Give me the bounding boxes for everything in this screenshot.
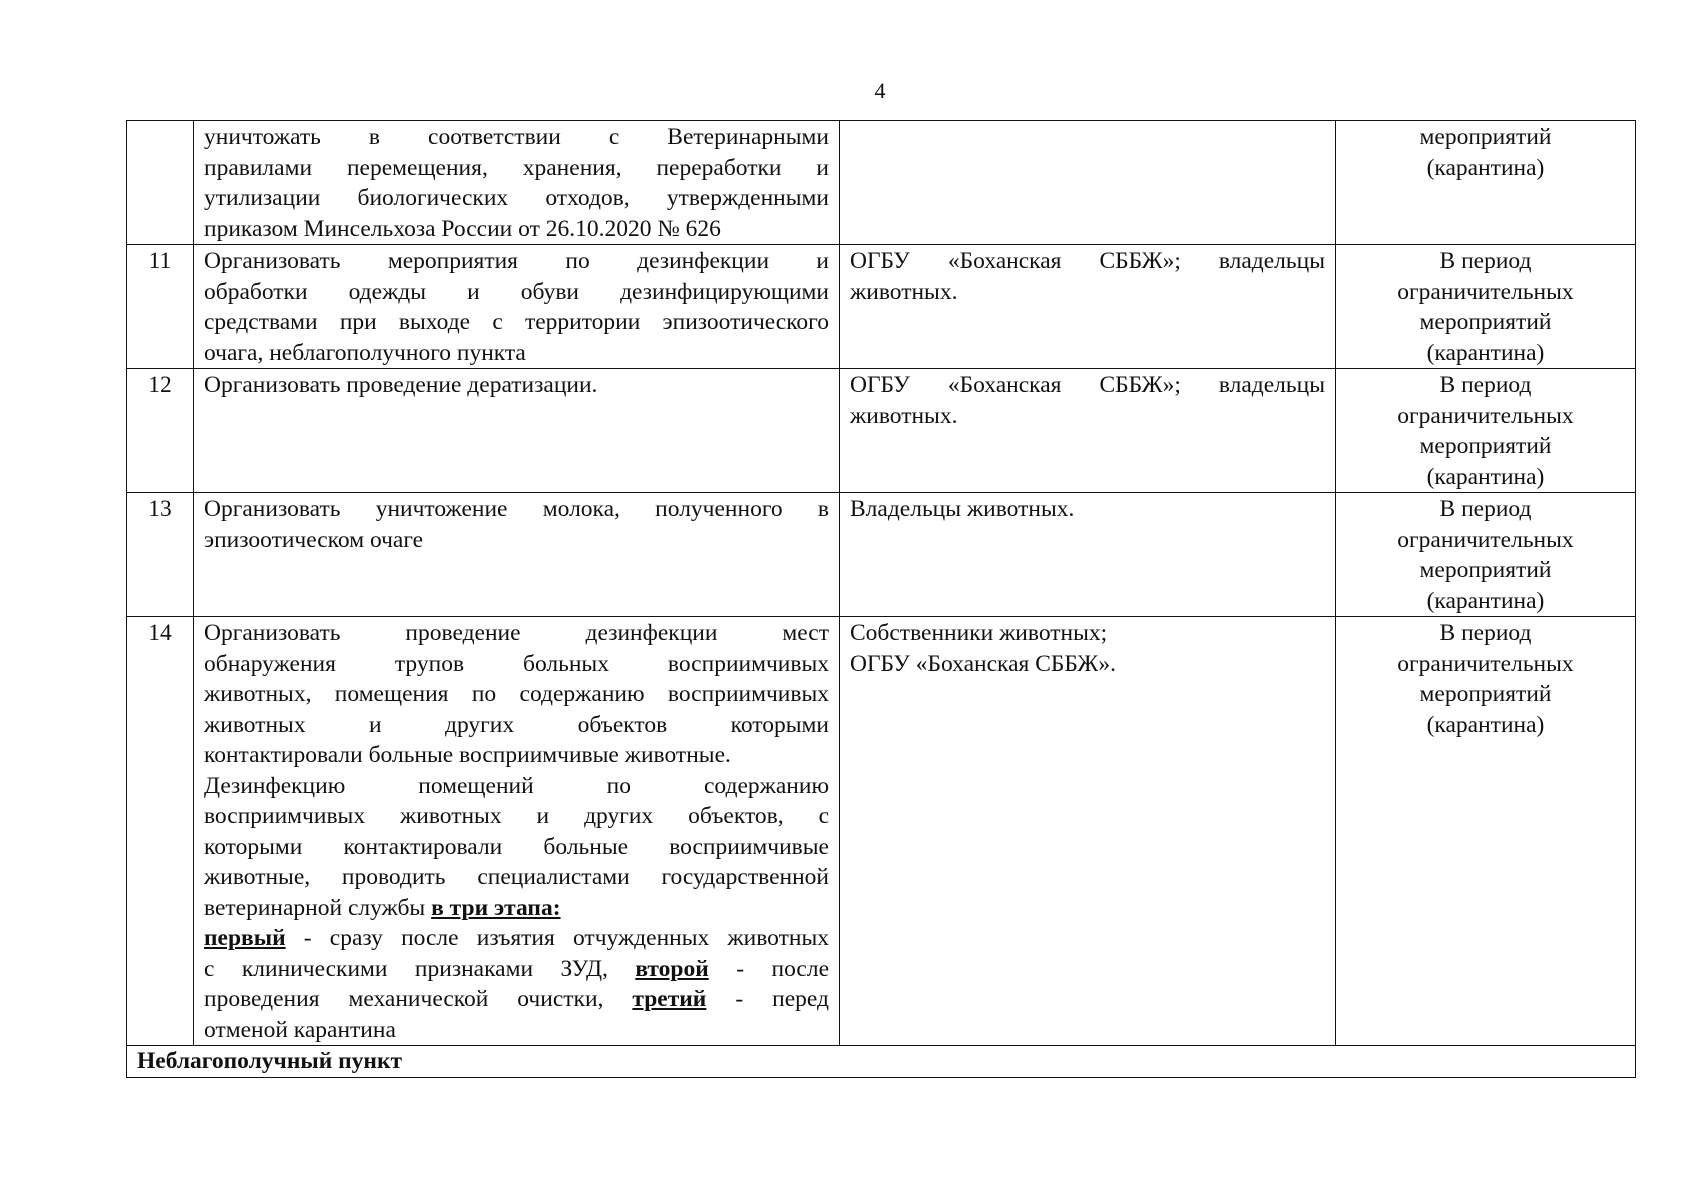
text-line: утилизации биологических отходов, утвержденными bbox=[204, 185, 829, 211]
responsible-cell bbox=[840, 493, 1336, 617]
text-line: контактировали больные восприимчивые животные. bbox=[204, 742, 731, 768]
text-line: средствами при выходе с территории эпизоотического bbox=[204, 309, 829, 335]
measures-table bbox=[126, 120, 1636, 1078]
page-number: 4 bbox=[874, 78, 886, 103]
table-row bbox=[127, 245, 1636, 369]
table-row bbox=[127, 121, 1636, 245]
text-line: (карантина) bbox=[1426, 154, 1545, 181]
text-line: Организовать проведение дезинфекции мест bbox=[204, 620, 829, 646]
text-line: животных. bbox=[850, 278, 958, 305]
emphasis-three-stages: в три этапа: bbox=[431, 894, 561, 921]
text-line: очага, неблагополучного пункта bbox=[204, 339, 526, 366]
responsible-cell bbox=[840, 617, 1336, 1046]
responsible-cell bbox=[840, 245, 1336, 369]
text-fragment: - после bbox=[708, 955, 829, 982]
text-line: уничтожать в соответствии с Ветеринарными bbox=[204, 124, 829, 150]
action-cell bbox=[194, 369, 840, 493]
responsible-cell bbox=[840, 121, 1336, 245]
text-line: эпизоотическом очаге bbox=[204, 526, 424, 553]
text-line: мероприятий bbox=[1419, 681, 1552, 707]
text-line: Организовать мероприятия по дезинфекции и bbox=[204, 248, 829, 274]
text-line: В период bbox=[1439, 620, 1532, 646]
row-number: 14 bbox=[127, 617, 194, 1046]
text-line: восприимчивых животных и других объектов, с bbox=[204, 803, 829, 829]
text-line: животных и других объектов которыми bbox=[204, 711, 829, 738]
text-fragment: с клиническими признаками ЗУД, bbox=[204, 955, 608, 982]
action-cell bbox=[194, 493, 840, 617]
emphasis-first: первый bbox=[204, 925, 286, 951]
text-line: ограничительных bbox=[1397, 526, 1574, 553]
action-cell bbox=[194, 617, 840, 1046]
text-fragment: ветеринарной службы bbox=[204, 894, 426, 921]
text-line: обнаружения трупов больных восприимчивых bbox=[204, 650, 829, 677]
term-cell bbox=[1336, 121, 1636, 245]
text-fragment: - сразу после изъятия отчужденных животных bbox=[285, 925, 829, 951]
text-line: правилами перемещения, хранения, переработки и bbox=[204, 154, 829, 181]
text-line: мероприятий bbox=[1419, 433, 1552, 459]
emphasis-second: второй bbox=[635, 955, 709, 982]
text-line: (карантина) bbox=[1426, 711, 1545, 738]
text-line: животные, проводить специалистами государственной bbox=[204, 864, 829, 890]
text-line: мероприятий bbox=[1419, 124, 1552, 150]
action-cell bbox=[194, 121, 840, 245]
section-header: Неблагополучный пункт bbox=[127, 1046, 1636, 1078]
text-line bbox=[204, 954, 829, 985]
text-line bbox=[204, 923, 829, 954]
text-line: (карантина) bbox=[1426, 339, 1545, 366]
text-line: отменой карантина bbox=[204, 1016, 396, 1043]
text-line: (карантина) bbox=[1426, 463, 1545, 490]
text-line: В период bbox=[1439, 248, 1532, 274]
text-line: обработки одежды и обуви дезинфицирующими bbox=[204, 278, 829, 305]
term-cell bbox=[1336, 493, 1636, 617]
term-cell bbox=[1336, 369, 1636, 493]
row-number: 12 bbox=[127, 369, 194, 493]
table-row bbox=[127, 369, 1636, 493]
text-line: (карантина) bbox=[1426, 587, 1545, 614]
emphasis-third: третий bbox=[632, 986, 707, 1012]
row-number: 13 bbox=[127, 493, 194, 617]
table-row bbox=[127, 617, 1636, 1046]
text-line: ОГБУ «Боханская СББЖ». bbox=[850, 650, 1116, 677]
text-line: Организовать проведение дератизации. bbox=[204, 372, 598, 398]
action-cell bbox=[194, 245, 840, 369]
row-number bbox=[127, 121, 194, 245]
text-line: ОГБУ «Боханская СББЖ»; владельцы bbox=[850, 248, 1325, 274]
row-number: 11 bbox=[127, 245, 194, 369]
text-fragment: проведения механической очистки, bbox=[204, 986, 604, 1012]
text-line: Дезинфекцию помещений по содержанию bbox=[204, 772, 829, 799]
text-line: животных, помещения по содержанию восприимчивых bbox=[204, 681, 829, 707]
text-line: Организовать уничтожение молока, полученного в bbox=[204, 496, 829, 522]
text-line: Владельцы животных. bbox=[850, 496, 1075, 522]
text-line: мероприятий bbox=[1419, 309, 1552, 335]
table-row bbox=[127, 493, 1636, 617]
text-line: ОГБУ «Боханская СББЖ»; владельцы bbox=[850, 372, 1325, 398]
text-line: В период bbox=[1439, 372, 1532, 398]
text-line bbox=[204, 984, 829, 1015]
text-fragment: - перед bbox=[706, 986, 829, 1012]
text-line: мероприятий bbox=[1419, 557, 1552, 583]
text-line: В период bbox=[1439, 496, 1532, 522]
text-line: которыми контактировали больные восприимчивые bbox=[204, 833, 829, 860]
text-line: ограничительных bbox=[1397, 402, 1574, 429]
text-line: приказом Минсельхоза России от 26.10.2020 № 626 bbox=[204, 215, 721, 242]
term-cell bbox=[1336, 245, 1636, 369]
text-line: Собственники животных; bbox=[850, 620, 1108, 646]
section-header-row bbox=[127, 1046, 1636, 1078]
text-line bbox=[204, 893, 829, 924]
text-line: животных. bbox=[850, 402, 958, 429]
term-cell bbox=[1336, 617, 1636, 1046]
text-line: ограничительных bbox=[1397, 650, 1574, 677]
text-line: ограничительных bbox=[1397, 278, 1574, 305]
responsible-cell bbox=[840, 369, 1336, 493]
